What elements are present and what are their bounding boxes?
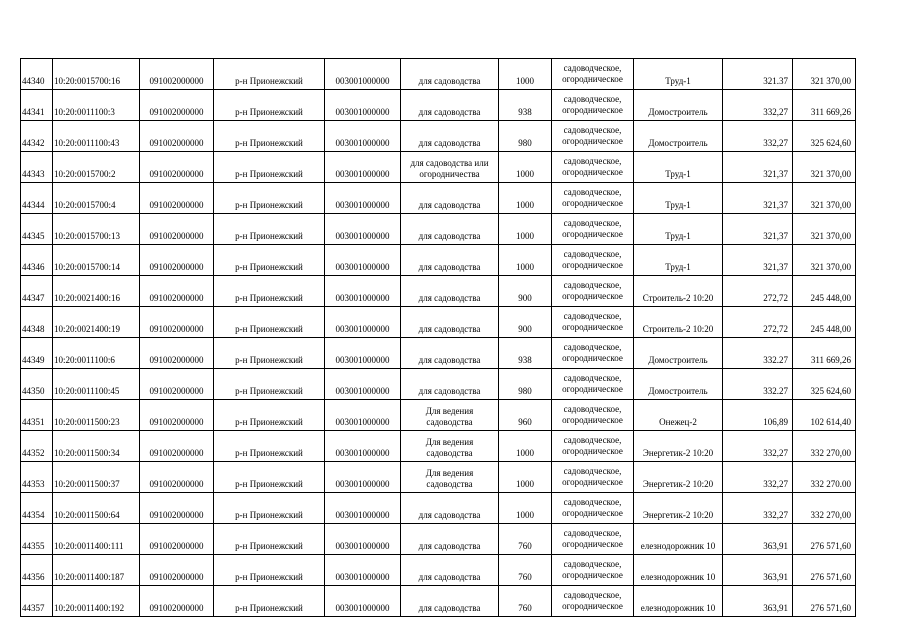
permitted-use-cell-line: садоводства: [426, 417, 473, 427]
permitted-use-cell-line: для садоводства: [418, 603, 481, 613]
row-id-cell: 44345: [21, 214, 53, 245]
cadastral-value-cell: 311 669,26: [793, 338, 856, 369]
permitted-use-cell-line: Для ведения: [425, 437, 474, 447]
category-cell: [552, 59, 634, 90]
permitted-use-cell-line: огородничества: [419, 169, 480, 179]
district-cell: р-н Прионежский: [214, 307, 325, 338]
cadastral-value-cell: 321 370,00: [793, 152, 856, 183]
code-cell: 091002000000: [140, 214, 214, 245]
row-id-cell: 44343: [21, 152, 53, 183]
table-row: [21, 245, 856, 276]
category-cell-line: огородническое: [562, 322, 623, 332]
category-cell-line: огородническое: [562, 508, 623, 518]
document-sheet: [20, 58, 856, 617]
unit-price-cell: 106,89: [723, 400, 793, 431]
permitted-use-cell: [401, 493, 499, 524]
category-cell-line: огородническое: [562, 477, 623, 487]
partnership-name-cell: Энергетик-2 10:20: [634, 462, 723, 493]
district-cell: р-н Прионежский: [214, 493, 325, 524]
cadastral-value-cell: 276 571,60: [793, 586, 856, 617]
cadastral-number-cell: 10:20:0011400:192: [53, 586, 140, 617]
cadastral-value-cell: 332 270.00: [793, 462, 856, 493]
category-cell-line: садоводческое,: [563, 218, 622, 228]
partnership-name-cell: Домостроитель: [634, 338, 723, 369]
table-row: [21, 276, 856, 307]
category-cell: [552, 121, 634, 152]
table-row: [21, 214, 856, 245]
category-cell-line: огородническое: [562, 74, 623, 84]
permitted-use-cell-line: для садоводства: [418, 262, 481, 272]
partnership-name-cell: Домостроитель: [634, 369, 723, 400]
category-cell-line: садоводческое,: [563, 187, 622, 197]
code-cell: 091002000000: [140, 245, 214, 276]
cadastral-number-cell: 10:20:0011100:43: [53, 121, 140, 152]
table-row: [21, 462, 856, 493]
table-row: [21, 307, 856, 338]
code-cell: 091002000000: [140, 183, 214, 214]
table-row: [21, 59, 856, 90]
category-cell-line: огородническое: [562, 229, 623, 239]
unit-price-cell: 363,91: [723, 524, 793, 555]
row-id-cell: 44357: [21, 586, 53, 617]
cadastral-value-cell: 325 624,60: [793, 369, 856, 400]
unit-price-cell: 332.27: [723, 338, 793, 369]
area-cell: 938: [499, 90, 552, 121]
okato-cell: 003001000000: [325, 338, 401, 369]
category-cell: [552, 555, 634, 586]
table-row: [21, 586, 856, 617]
category-cell-line: садоводческое,: [563, 311, 622, 321]
category-cell-line: садоводческое,: [563, 94, 622, 104]
okato-cell: 003001000000: [325, 121, 401, 152]
category-cell-line: садоводческое,: [563, 373, 622, 383]
row-id-cell: 44354: [21, 493, 53, 524]
code-cell: 091002000000: [140, 369, 214, 400]
okato-cell: 003001000000: [325, 214, 401, 245]
unit-price-cell: 321,37: [723, 152, 793, 183]
okato-cell: 003001000000: [325, 524, 401, 555]
area-cell: 980: [499, 121, 552, 152]
unit-price-cell: 272,72: [723, 307, 793, 338]
permitted-use-cell: [401, 586, 499, 617]
category-cell: [552, 431, 634, 462]
permitted-use-cell: [401, 524, 499, 555]
category-cell-line: огородническое: [562, 105, 623, 115]
row-id-cell: 44341: [21, 90, 53, 121]
row-id-cell: 44351: [21, 400, 53, 431]
partnership-name-cell: Строитель-2 10:20: [634, 276, 723, 307]
cadastral-value-cell: 102 614,40: [793, 400, 856, 431]
cadastral-number-cell: 10:20:0015700:16: [53, 59, 140, 90]
cadastral-number-cell: 10:20:0011400:111: [53, 524, 140, 555]
okato-cell: 003001000000: [325, 307, 401, 338]
area-cell: 900: [499, 307, 552, 338]
okato-cell: 003001000000: [325, 245, 401, 276]
category-cell: [552, 214, 634, 245]
category-cell-line: огородническое: [562, 570, 623, 580]
cadastral-number-cell: 10:20:0011400:187: [53, 555, 140, 586]
category-cell: [552, 338, 634, 369]
permitted-use-cell: [401, 462, 499, 493]
permitted-use-cell: [401, 152, 499, 183]
table-row: [21, 338, 856, 369]
category-cell-line: огородническое: [562, 198, 623, 208]
category-cell: [552, 276, 634, 307]
partnership-name-cell: елезнодорожник 10: [634, 586, 723, 617]
area-cell: 900: [499, 276, 552, 307]
okato-cell: 003001000000: [325, 369, 401, 400]
row-id-cell: 44344: [21, 183, 53, 214]
area-cell: 960: [499, 400, 552, 431]
area-cell: 760: [499, 586, 552, 617]
code-cell: 091002000000: [140, 59, 214, 90]
permitted-use-cell-line: для садоводства: [418, 355, 481, 365]
cadastral-value-cell: 321 370,00: [793, 245, 856, 276]
category-cell-line: огородническое: [562, 353, 623, 363]
area-cell: 980: [499, 369, 552, 400]
row-id-cell: 44355: [21, 524, 53, 555]
cadastral-value-cell: 311 669,26: [793, 90, 856, 121]
permitted-use-cell: [401, 338, 499, 369]
permitted-use-cell: [401, 90, 499, 121]
partnership-name-cell: Труд-1: [634, 183, 723, 214]
category-cell: [552, 493, 634, 524]
category-cell: [552, 524, 634, 555]
permitted-use-cell: [401, 183, 499, 214]
permitted-use-cell-line: для садоводства или: [410, 158, 489, 168]
area-cell: 1000: [499, 214, 552, 245]
row-id-cell: 44349: [21, 338, 53, 369]
permitted-use-cell: [401, 245, 499, 276]
unit-price-cell: 332,27: [723, 431, 793, 462]
cadastral-number-cell: 10:20:0015700:4: [53, 183, 140, 214]
category-cell-line: огородническое: [562, 384, 623, 394]
okato-cell: 003001000000: [325, 462, 401, 493]
table-row: [21, 431, 856, 462]
category-cell-line: садоводческое,: [563, 63, 622, 73]
area-cell: 1000: [499, 493, 552, 524]
row-id-cell: 44342: [21, 121, 53, 152]
category-cell-line: садоводческое,: [563, 249, 622, 259]
okato-cell: 003001000000: [325, 90, 401, 121]
district-cell: р-н Прионежский: [214, 276, 325, 307]
row-id-cell: 44348: [21, 307, 53, 338]
unit-price-cell: 363,91: [723, 555, 793, 586]
unit-price-cell: 332.27: [723, 369, 793, 400]
cadastral-value-cell: 321 370,00: [793, 59, 856, 90]
land-plots-table: [20, 58, 856, 617]
code-cell: 091002000000: [140, 555, 214, 586]
area-cell: 760: [499, 555, 552, 586]
area-cell: 1000: [499, 245, 552, 276]
area-cell: 1000: [499, 462, 552, 493]
partnership-name-cell: Энергетик-2 10:20: [634, 431, 723, 462]
partnership-name-cell: Онежец-2: [634, 400, 723, 431]
permitted-use-cell-line: для садоводства: [418, 138, 481, 148]
area-cell: 1000: [499, 59, 552, 90]
category-cell-line: садоводческое,: [563, 497, 622, 507]
unit-price-cell: 363,91: [723, 586, 793, 617]
category-cell-line: огородническое: [562, 415, 623, 425]
district-cell: р-н Прионежский: [214, 214, 325, 245]
permitted-use-cell: [401, 369, 499, 400]
row-id-cell: 44353: [21, 462, 53, 493]
permitted-use-cell-line: для садоводства: [418, 324, 481, 334]
partnership-name-cell: Строитель-2 10:20: [634, 307, 723, 338]
cadastral-number-cell: 10:20:0011100:45: [53, 369, 140, 400]
category-cell-line: садоводческое,: [563, 435, 622, 445]
unit-price-cell: 321,37: [723, 214, 793, 245]
okato-cell: 003001000000: [325, 555, 401, 586]
district-cell: р-н Прионежский: [214, 152, 325, 183]
code-cell: 091002000000: [140, 276, 214, 307]
category-cell: [552, 152, 634, 183]
cadastral-value-cell: 332 270,00: [793, 431, 856, 462]
row-id-cell: 44356: [21, 555, 53, 586]
district-cell: р-н Прионежский: [214, 586, 325, 617]
row-id-cell: 44340: [21, 59, 53, 90]
unit-price-cell: 332,27: [723, 121, 793, 152]
code-cell: 091002000000: [140, 152, 214, 183]
partnership-name-cell: елезнодорожник 10: [634, 555, 723, 586]
okato-cell: 003001000000: [325, 152, 401, 183]
cadastral-value-cell: 276 571,60: [793, 524, 856, 555]
district-cell: р-н Прионежский: [214, 462, 325, 493]
okato-cell: 003001000000: [325, 59, 401, 90]
district-cell: р-н Прионежский: [214, 245, 325, 276]
code-cell: 091002000000: [140, 586, 214, 617]
permitted-use-cell-line: для садоводства: [418, 231, 481, 241]
unit-price-cell: 321.37: [723, 59, 793, 90]
category-cell-line: садоводческое,: [563, 404, 622, 414]
permitted-use-cell-line: для садоводства: [418, 200, 481, 210]
category-cell-line: садоводческое,: [563, 559, 622, 569]
category-cell-line: садоводческое,: [563, 156, 622, 166]
category-cell-line: огородническое: [562, 260, 623, 270]
cadastral-number-cell: 10:20:0011500:23: [53, 400, 140, 431]
category-cell-line: огородническое: [562, 539, 623, 549]
cadastral-value-cell: 245 448,00: [793, 276, 856, 307]
cadastral-number-cell: 10:20:0011500:64: [53, 493, 140, 524]
code-cell: 091002000000: [140, 431, 214, 462]
partnership-name-cell: Домостроитель: [634, 121, 723, 152]
cadastral-value-cell: 276 571,60: [793, 555, 856, 586]
code-cell: 091002000000: [140, 338, 214, 369]
okato-cell: 003001000000: [325, 400, 401, 431]
okato-cell: 003001000000: [325, 431, 401, 462]
permitted-use-cell: [401, 121, 499, 152]
table-row: [21, 555, 856, 586]
unit-price-cell: 332,27: [723, 493, 793, 524]
table-row: [21, 152, 856, 183]
cadastral-value-cell: 321 370,00: [793, 214, 856, 245]
okato-cell: 003001000000: [325, 276, 401, 307]
category-cell-line: садоводческое,: [563, 466, 622, 476]
area-cell: 1000: [499, 431, 552, 462]
district-cell: р-н Прионежский: [214, 400, 325, 431]
category-cell-line: садоводческое,: [563, 280, 622, 290]
code-cell: 091002000000: [140, 121, 214, 152]
cadastral-value-cell: 245 448,00: [793, 307, 856, 338]
category-cell-line: огородническое: [562, 601, 623, 611]
cadastral-number-cell: 10:20:0015700:2: [53, 152, 140, 183]
table-body: [21, 59, 856, 617]
permitted-use-cell-line: для садоводства: [418, 76, 481, 86]
unit-price-cell: 332,27: [723, 462, 793, 493]
row-id-cell: 44347: [21, 276, 53, 307]
permitted-use-cell: [401, 214, 499, 245]
permitted-use-cell: [401, 555, 499, 586]
cadastral-number-cell: 10:20:0011100:6: [53, 338, 140, 369]
district-cell: р-н Прионежский: [214, 369, 325, 400]
category-cell-line: садоводческое,: [563, 590, 622, 600]
code-cell: 091002000000: [140, 90, 214, 121]
permitted-use-cell-line: для садоводства: [418, 293, 481, 303]
district-cell: р-н Прионежский: [214, 555, 325, 586]
category-cell: [552, 369, 634, 400]
row-id-cell: 44352: [21, 431, 53, 462]
code-cell: 091002000000: [140, 400, 214, 431]
unit-price-cell: 332,27: [723, 90, 793, 121]
permitted-use-cell-line: садоводства: [426, 448, 473, 458]
table-row: [21, 400, 856, 431]
permitted-use-cell-line: Для ведения: [425, 406, 474, 416]
permitted-use-cell-line: для садоводства: [418, 386, 481, 396]
cadastral-number-cell: 10:20:0021400:16: [53, 276, 140, 307]
table-row: [21, 121, 856, 152]
code-cell: 091002000000: [140, 524, 214, 555]
area-cell: 1000: [499, 183, 552, 214]
category-cell-line: садоводческое,: [563, 125, 622, 135]
permitted-use-cell-line: для садоводства: [418, 107, 481, 117]
table-row: [21, 524, 856, 555]
cadastral-number-cell: 10:20:0015700:14: [53, 245, 140, 276]
permitted-use-cell: [401, 59, 499, 90]
category-cell: [552, 90, 634, 121]
cadastral-number-cell: 10:20:0015700:13: [53, 214, 140, 245]
district-cell: р-н Прионежский: [214, 431, 325, 462]
category-cell: [552, 183, 634, 214]
permitted-use-cell-line: Для ведения: [425, 468, 474, 478]
category-cell-line: садоводческое,: [563, 528, 622, 538]
cadastral-value-cell: 325 624,60: [793, 121, 856, 152]
category-cell-line: огородническое: [562, 167, 623, 177]
cadastral-value-cell: 321 370,00: [793, 183, 856, 214]
table-row: [21, 493, 856, 524]
permitted-use-cell: [401, 431, 499, 462]
partnership-name-cell: Энергетик-2 10:20: [634, 493, 723, 524]
area-cell: 760: [499, 524, 552, 555]
okato-cell: 003001000000: [325, 183, 401, 214]
unit-price-cell: 321,37: [723, 183, 793, 214]
partnership-name-cell: Труд-1: [634, 59, 723, 90]
district-cell: р-н Прионежский: [214, 121, 325, 152]
district-cell: р-н Прионежский: [214, 90, 325, 121]
code-cell: 091002000000: [140, 462, 214, 493]
category-cell: [552, 400, 634, 431]
category-cell-line: огородническое: [562, 291, 623, 301]
partnership-name-cell: елезнодорожник 10: [634, 524, 723, 555]
partnership-name-cell: Труд-1: [634, 245, 723, 276]
cadastral-number-cell: 10:20:0021400:19: [53, 307, 140, 338]
permitted-use-cell: [401, 307, 499, 338]
cadastral-number-cell: 10:20:0011100:3: [53, 90, 140, 121]
cadastral-number-cell: 10:20:0011500:34: [53, 431, 140, 462]
row-id-cell: 44346: [21, 245, 53, 276]
permitted-use-cell-line: для садоводства: [418, 510, 481, 520]
table-row: [21, 90, 856, 121]
table-row: [21, 183, 856, 214]
area-cell: 1000: [499, 152, 552, 183]
district-cell: р-н Прионежский: [214, 183, 325, 214]
category-cell: [552, 586, 634, 617]
permitted-use-cell-line: для садоводства: [418, 572, 481, 582]
permitted-use-cell-line: садоводства: [426, 479, 473, 489]
cadastral-number-cell: 10:20:0011500:37: [53, 462, 140, 493]
partnership-name-cell: Труд-1: [634, 152, 723, 183]
code-cell: 091002000000: [140, 307, 214, 338]
category-cell-line: садоводческое,: [563, 342, 622, 352]
row-id-cell: 44350: [21, 369, 53, 400]
category-cell: [552, 245, 634, 276]
permitted-use-cell: [401, 400, 499, 431]
partnership-name-cell: Труд-1: [634, 214, 723, 245]
category-cell: [552, 307, 634, 338]
permitted-use-cell-line: для садоводства: [418, 541, 481, 551]
okato-cell: 003001000000: [325, 493, 401, 524]
category-cell: [552, 462, 634, 493]
area-cell: 938: [499, 338, 552, 369]
district-cell: р-н Прионежский: [214, 524, 325, 555]
district-cell: р-н Прионежский: [214, 338, 325, 369]
unit-price-cell: 321,37: [723, 245, 793, 276]
partnership-name-cell: Домостроитель: [634, 90, 723, 121]
category-cell-line: огородническое: [562, 446, 623, 456]
table-row: [21, 369, 856, 400]
district-cell: р-н Прионежский: [214, 59, 325, 90]
cadastral-value-cell: 332 270,00: [793, 493, 856, 524]
permitted-use-cell: [401, 276, 499, 307]
category-cell-line: огородническое: [562, 136, 623, 146]
okato-cell: 003001000000: [325, 586, 401, 617]
unit-price-cell: 272,72: [723, 276, 793, 307]
code-cell: 091002000000: [140, 493, 214, 524]
